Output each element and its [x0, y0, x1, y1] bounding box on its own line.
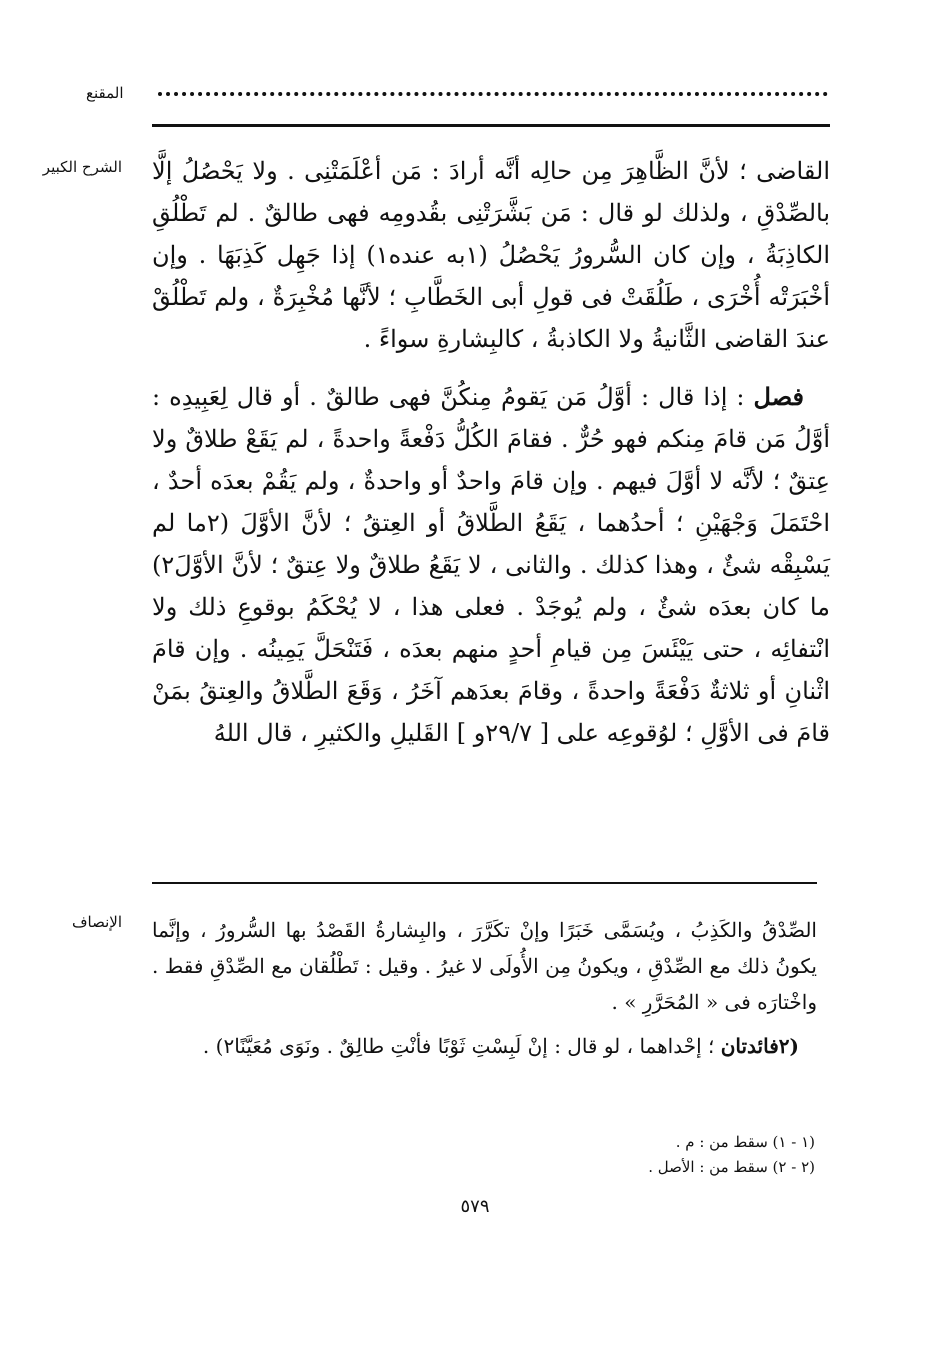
- insaf-side-label: الإنصاف: [71, 913, 122, 931]
- header-dotted-rule: [158, 92, 828, 96]
- sharh-paragraph: [152, 376, 830, 754]
- footnote: (١ - ١) سقط من : م .: [675, 1133, 815, 1151]
- header-solid-rule: [152, 124, 830, 127]
- paragraph-text: الصِّدْقُ والكَذِبُ ، ويُسَمَّى خَبَرًا وإنْ تكَرَّرَ ، والبِشارةُ القَصْدُ بها السُّرورُ ، وإنَّما يكونُ ذلك مع الصِّدْقِ ، ويكونُ مِن الأُولَى لا غيرُ . وقيل : تَطْلُقان مع الصِّدْقِ فقط . واخْتارَه فى « المُحَرَّرِ » .: [152, 918, 817, 1014]
- insaf-paragraph: [152, 912, 817, 1020]
- footnote: (٢ - ٢) سقط من : الأصل .: [648, 1158, 815, 1176]
- sharh-text-block: [152, 150, 830, 754]
- footnotes: [560, 1130, 815, 1180]
- section-divider-rule: [152, 882, 817, 884]
- fasl-heading: فصل: [753, 382, 804, 411]
- paragraph-text: القاضى ؛ لأنَّ الظَّاهِرَ مِن حالِه أنَّه أرادَ : مَن أعْلَمَتْنِى . ولا يَحْصُلُ إلَّا بالصِّدْقِ ، ولذلك لو قال : مَن بَشَّرَتْنِى بقُدومِه فهى طالقٌ . لم تَطْلُقِ الكاذِبَةُ ، وإن كان السُّرورُ يَحْصُلُ (١به عنده١) إذا جَهِل كَذِبَهَا . وإن أخْبَرَتْه أُخْرَى ، طَلُقَتْ فى قولِ أبى الخَطَّابِ ؛ لأنَّها مُخْبِرَةٌ ، ولم تَطْلُقْ عندَ القاضى الثَّانيةُ ولا الكاذبةُ ، كالبِشارةِ سواءً .: [152, 157, 830, 353]
- faida-heading: (٢فائدتان: [720, 1034, 799, 1058]
- insaf-text-block: [152, 912, 817, 1064]
- sharh-paragraph: [152, 150, 830, 360]
- running-header-title: المقنع: [86, 84, 124, 102]
- paragraph-text: : إذا قال : أوَّلُ مَن يَقومُ مِنكُنَّ فهى طالقٌ . أو قال لِعَبِيدِه : أوَّلُ مَن قامَ مِنكم فهو حُرٌّ . فقامَ الكُلُّ دَفْعةً واحدةً ، لم يَقَعْ طلاقٌ ولا عِتقٌ ؛ لأنَّه لا أوَّلَ فيهم . وإن قامَ واحدٌ أو واحدةٌ ، ولم يَقُمْ بعدَه أحدٌ ، احْتَمَلَ وَجْهَيْنِ ؛ أحدُهما ، يَقَعُ الطَّلاقُ أو العِتقُ ؛ لأنَّ الأوَّلَ (٢ما لم يَسْبِقْه شئٌ ، وهذا كذلك . والثانى ، لا يَقَعُ طلاقٌ ولا عِتقٌ ؛ لأنَّ الأوَّلَ٢) ما كان بعدَه شئٌ ، ولم يُوجَدْ . فعلى هذا ، لا يُحْكَمُ بوقوعِ ذلك ولا انْتفائِه ، حتى يَيْئَسَ مِن قيامِ أحدٍ منهم بعدَه ، فَتَنْحَلَّ يَمِينُه . وإن قامَ اثْنانِ أو ثلاثةٌ دَفْعَةً واحدةً ، وقامَ بعدَهم آخَرُ ، وَقَعَ الطَّلاقُ والعِتقُ بمَنْ قامَ فى الأوَّلِ ؛ لوُقوعِه على [ ٢٩/٧و ] القَليلِ والكثيرِ ، قال اللهُ: [152, 383, 831, 747]
- paragraph-text: ؛ إحْداهما ، لو قال : إنْ لَبِسْتِ ثَوْبًا فأنْتِ طالِقٌ . ونَوَى مُعَيَّنًا٢) .: [202, 1034, 715, 1058]
- insaf-paragraph: [152, 1028, 817, 1064]
- page-number: ٥٧٩: [460, 1196, 490, 1217]
- sharh-side-label: الشرح الكبير: [42, 158, 122, 176]
